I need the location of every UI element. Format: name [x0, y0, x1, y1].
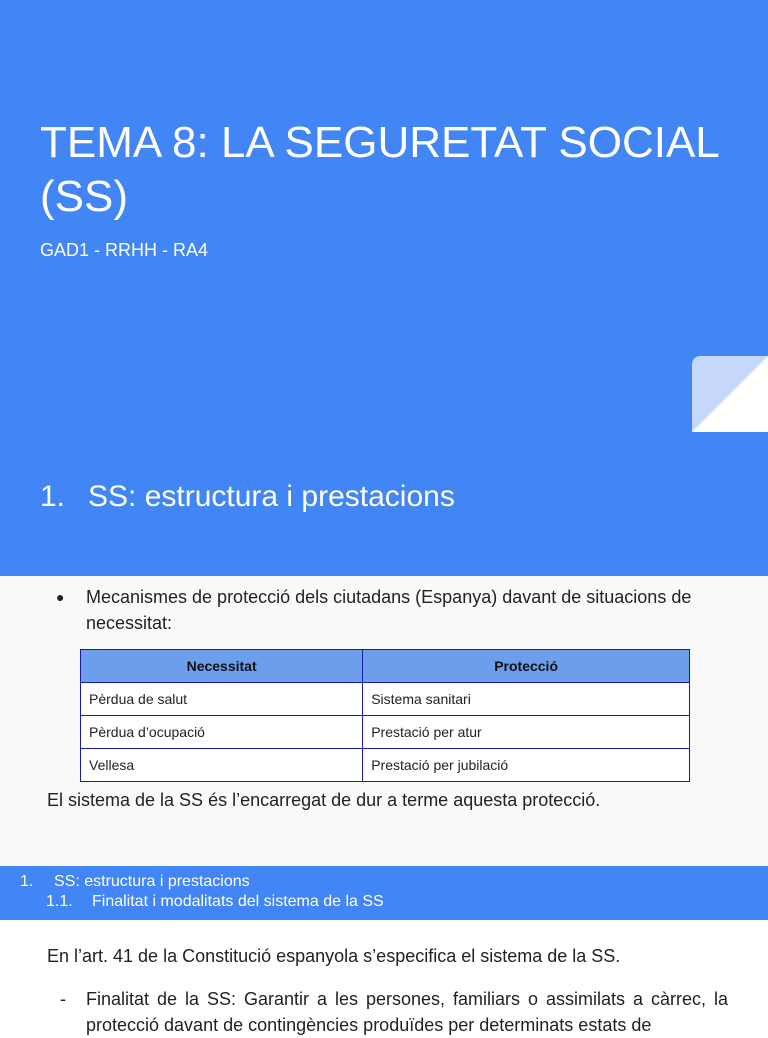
- section-heading: [40, 480, 455, 514]
- table-row: [81, 716, 690, 749]
- intro-paragraph: En l’art. 41 de la Constitució espanyola s’especifica el sistema de la SS.: [47, 946, 621, 966]
- dash-marker: -: [60, 989, 66, 1009]
- table-row: [81, 749, 690, 782]
- slide-title: TEMA 8: LA SEGURETAT SOCIAL (SS): [40, 118, 719, 221]
- breadcrumb-number: 1.: [20, 873, 34, 890]
- section-slide: [0, 432, 768, 576]
- dash-list-item: [60, 986, 728, 1038]
- section-number: 1.: [40, 480, 66, 513]
- table-header-cell: Necessitat: [81, 650, 363, 683]
- table-cell: Vellesa: [81, 749, 363, 782]
- breadcrumb-text: Finalitat i modalitats del sistema de la SS: [92, 893, 384, 910]
- table-cell: Sistema sanitari: [363, 683, 690, 716]
- breadcrumb-header: [0, 866, 768, 920]
- bullet-text: Mecanismes de protecció dels ciutadans (Espanya) davant de situacions de necessitat:: [86, 587, 692, 633]
- title-slide: [0, 0, 768, 432]
- breadcrumb-level-1: [20, 873, 250, 891]
- table-row: [81, 683, 690, 716]
- content-slide-text: [0, 920, 768, 1035]
- content-slide-table: [0, 576, 768, 866]
- needs-protection-table: [80, 649, 690, 782]
- breadcrumb-number: 1.1.: [46, 893, 73, 910]
- bullet-item: [56, 584, 716, 636]
- dash-item-text: Finalitat de la SS: Garantir a les persones, familiars o assimilats a càrrec, la protecció davant de contingències produïdes per determinats estats de: [86, 989, 728, 1035]
- table-cell: Pèrdua de salut: [81, 683, 363, 716]
- closing-text: El sistema de la SS és l’encarregat de dur a terme aquesta protecció.: [47, 790, 601, 810]
- page-fold-corner: [692, 356, 768, 432]
- table-cell: Prestació per jubilació: [363, 749, 690, 782]
- table-cell: Prestació per atur: [363, 716, 690, 749]
- page-fold-triangle: [692, 356, 768, 432]
- table-header-cell: Protecció: [363, 650, 690, 683]
- breadcrumb-level-2: [46, 893, 384, 911]
- table-cell: Pèrdua d’ocupació: [81, 716, 363, 749]
- bullet-dot-icon: ●: [56, 589, 65, 605]
- slide-subtitle: GAD1 - RRHH - RA4: [40, 240, 209, 260]
- breadcrumb-text: SS: estructura i prestacions: [54, 873, 250, 890]
- table-header-row: [81, 650, 690, 683]
- section-heading-text: SS: estructura i prestacions: [88, 480, 455, 513]
